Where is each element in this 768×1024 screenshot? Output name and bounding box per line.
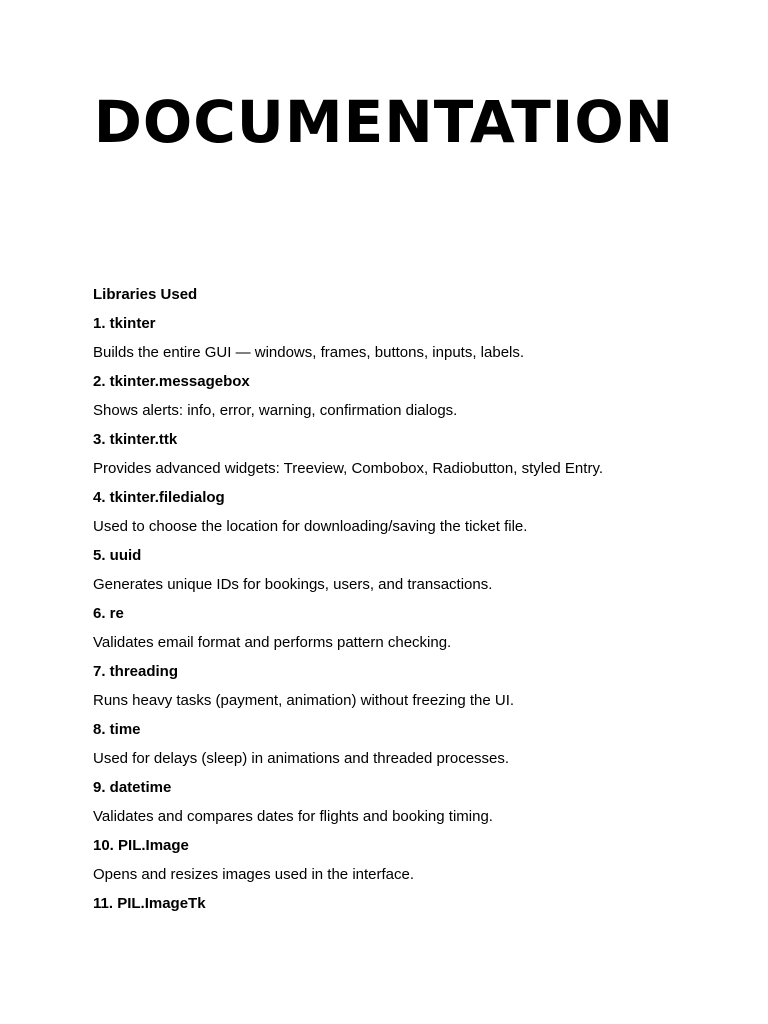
library-name: 10. PIL.Image <box>93 837 189 854</box>
library-description: Provides advanced widgets: Treeview, Combobox, Radiobutton, styled Entry. <box>93 460 603 477</box>
library-name: 6. re <box>93 605 124 622</box>
library-description: Validates and compares dates for flights and booking timing. <box>93 808 493 825</box>
document-title: DOCUMENTATION <box>93 88 675 156</box>
library-description: Runs heavy tasks (payment, animation) without freezing the UI. <box>93 692 515 709</box>
library-name: 8. time <box>93 721 141 738</box>
library-description: Builds the entire GUI — windows, frames, buttons, inputs, labels. <box>93 344 525 361</box>
library-name: 9. datetime <box>93 779 172 796</box>
section-heading: Libraries Used <box>93 286 198 303</box>
library-description: Validates email format and performs pattern checking. <box>93 634 452 651</box>
library-name: 1. tkinter <box>93 315 156 332</box>
library-description: Generates unique IDs for bookings, users, and transactions. <box>93 576 493 593</box>
library-name: 2. tkinter.messagebox <box>93 373 250 390</box>
libraries-section <box>93 280 693 918</box>
library-description: Used for delays (sleep) in animations and threaded processes. <box>93 750 510 767</box>
library-description: Used to choose the location for downloading/saving the ticket file. <box>93 518 528 535</box>
library-name: 3. tkinter.ttk <box>93 431 178 448</box>
library-name: 11. PIL.ImageTk <box>93 895 206 912</box>
library-name: 7. threading <box>93 663 179 680</box>
library-description: Opens and resizes images used in the interface. <box>93 866 415 883</box>
library-description: Shows alerts: info, error, warning, confirmation dialogs. <box>93 402 458 419</box>
library-name: 5. uuid <box>93 547 142 564</box>
library-name: 4. tkinter.filedialog <box>93 489 225 506</box>
